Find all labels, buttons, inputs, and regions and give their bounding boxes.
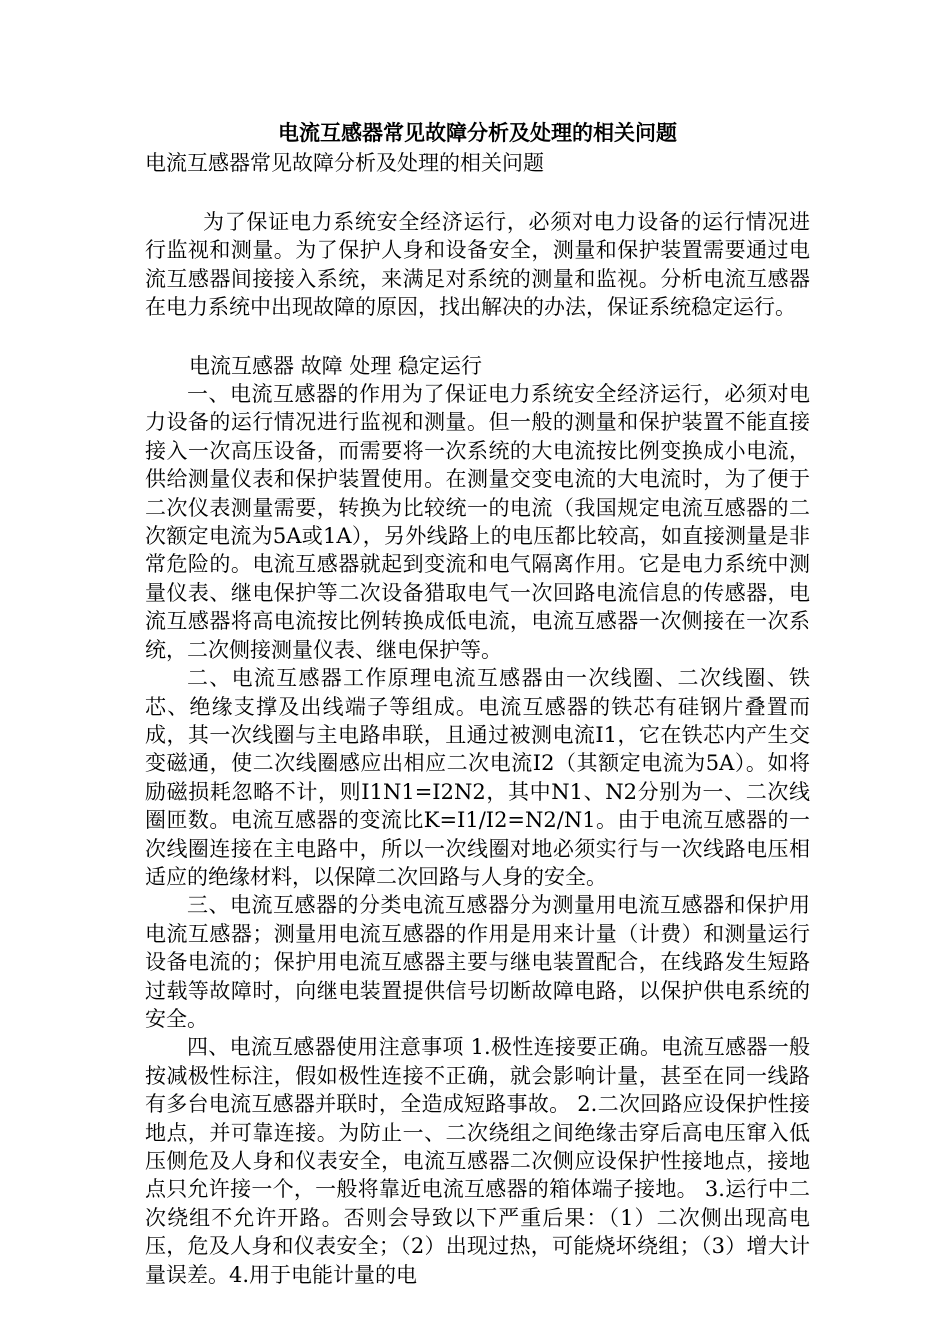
- spacer: [145, 178, 810, 208]
- document-title: 电流互感器常见故障分析及处理的相关问题: [278, 120, 677, 145]
- section-paragraph-1: 一、电流互感器的作用为了保证电力系统安全经济运行，必须对电力设备的运行情况进行监视和测量。但一般的测量和保护装置不能直接接入一次高压设备，而需要将一次系统的大电流按比例变换成小电流，供给测量仪表和保护装置使用。在测量交变电流的大电流时，为了便于二次仪表测量需要，转换为比较统一的电流（我国规定电流互感器的二次额定电流为5A或1A），另外线路上的电压都比较高，如直接测量是非常危险的。电流互感器就起到变流和电气隔离作用。它是电力系统中测量仪表、继电保护等二次设备猎取电气一次回路电流信息的传感器，电流互感器将高电流按比例转换成低电流，电流互感器一次侧接在一次系统，二次侧接测量仪表、继电保护等。: [145, 382, 810, 662]
- document-page: [145, 118, 810, 1289]
- section-paragraph-4: 四、电流互感器使用注意事项 1.极性连接要正确。电流互感器一般按减极性标注，假如极性连接不正确，就会影响计量，甚至在同一线路有多台电流互感器并联时，全造成短路事故。 2.二次回路应设保护性接地点，并可靠连接。为防止一、二次绕组之间绝缘击穿后高电压窜入低压侧危及人身和仪表安全，电流互感器二次侧应设保护性接地点，接地点只允许接一个，一般将靠近电流互感器的箱体端子接地。 3.运行中二次绕组不允许开路。否则会导致以下严重后果：（1）二次侧出现高电压，危及人身和仪表安全；（2）出现过热，可能烧坏绕组；（3）增大计量误差。4.用于电能计量的电: [145, 1035, 810, 1287]
- section-paragraph-2: 二、电流互感器工作原理电流互感器由一次线圈、二次线圈、铁芯、绝缘支撑及出线端子等组成。电流互感器的铁芯有硅钢片叠置而成，其一次线圈与主电路串联，且通过被测电流I1，它在铁芯内产生交变磁通，使二次线圈感应出相应二次电流I2（其额定电流为5A）。如将励磁损耗忽略不计，则I1N1=I2N2，其中N1、N2分别为一、二次线圈匝数。电流互感器的变流比K=I1/I2=N2/N1。由于电流互感器的一次线圈连接在主电路中，所以一次线圈对地必须实行与一次线路电压相适应的绝缘材料，以保障二次回路与人身的安全。: [145, 666, 810, 889]
- document-subtitle: 电流互感器常见故障分析及处理的相关问题: [145, 151, 544, 175]
- abstract-paragraph: 为了保证电力系统安全经济运行，必须对电力设备的运行情况进行监视和测量。为了保护人身和设备安全，测量和保护装置需要通过电流互感器间接接入系统，来满足对系统的测量和监视。分析电流互感器在电力系统中出现故障的原因，找出解决的办法，保证系统稳定运行。: [145, 210, 810, 320]
- keywords-line: 电流互感器 故障 处理 稳定运行: [189, 353, 483, 378]
- section-paragraph-3: 三、电流互感器的分类电流互感器分为测量用电流互感器和保护用电流互感器；测量用电流互感器的作用是用来计量（计费）和测量运行设备电流的；保护用电流互感器主要与继电装置配合，在线路发生短路过载等故障时，向继电装置提供信号切断故障电路，以保护供电系统的安全。: [145, 893, 810, 1031]
- spacer: [145, 322, 810, 352]
